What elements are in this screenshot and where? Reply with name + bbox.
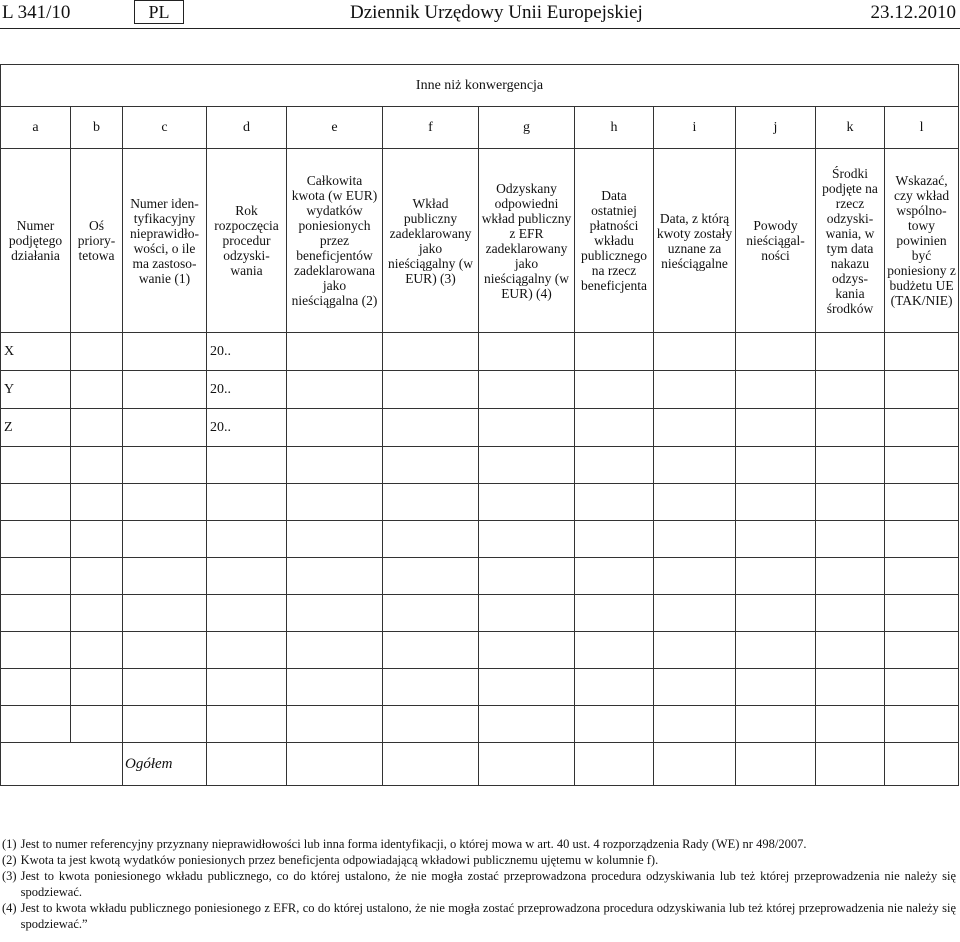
table-cell	[479, 333, 575, 371]
column-letter: h	[575, 107, 654, 149]
table-cell	[885, 371, 959, 409]
recovery-table	[0, 64, 959, 786]
footnote-text: Jest to numer referencyjny przyznany nieprawidłowości lub inna forma identyfikacji, o której mowa w art. 40 ust. 4 rozporządzenia Rady (WE) nr 498/2007.	[20, 837, 807, 851]
table-cell	[575, 333, 654, 371]
table-cell	[885, 333, 959, 371]
page-reference: L 341/10	[2, 2, 71, 23]
table-cell	[287, 371, 383, 409]
footnote-text: Kwota ta jest kwotą wydatków poniesionych przez beneficjenta odpowiadającą wkładowi publicznemu ujętemu w kolumnie f).	[20, 853, 659, 867]
column-letter: k	[816, 107, 885, 149]
table-cell	[287, 409, 383, 447]
column-header: Numer podjętego działania	[1, 149, 71, 333]
journal-title: Dziennik Urzędowy Unii Europejskiej	[350, 2, 643, 23]
footnote	[2, 868, 956, 900]
column-header: Wskazać, czy wkład wspólno-towy powinien być poniesiony z budżetu UE (TAK/NIE)	[885, 149, 959, 333]
table-cell	[71, 333, 123, 371]
column-headers-row	[1, 149, 959, 333]
footnote-text: Jest to kwota poniesionego wkładu publicznego, co do której ustalono, że nie mogła zostać przeprowadzona procedura odzyskiwania lub też której przeprowadzenia nie należy się spodziewać.	[20, 869, 956, 899]
row-label: Z	[1, 409, 71, 447]
column-letters-row	[1, 107, 959, 149]
table-cell	[816, 333, 885, 371]
row-label: Y	[1, 371, 71, 409]
column-header: Całkowita kwota (w EUR) wydatków poniesionych przez beneficjentów zadeklarowana jako nieściągalna (2)	[287, 149, 383, 333]
table-row	[1, 484, 959, 521]
table-cell	[654, 333, 736, 371]
row-label: X	[1, 333, 71, 371]
footnotes	[2, 836, 956, 932]
row-year: 20..	[207, 371, 287, 409]
table-cell	[123, 333, 207, 371]
row-year: 20..	[207, 409, 287, 447]
column-header: Powody nieściągal-ności	[736, 149, 816, 333]
table-cell	[654, 409, 736, 447]
table-cell	[736, 409, 816, 447]
column-header: Data, z którą kwoty zostały uznane za nieściągalne	[654, 149, 736, 333]
table-cell	[71, 409, 123, 447]
table-row	[1, 706, 959, 743]
table-cell	[816, 371, 885, 409]
column-header: Oś priory-tetowa	[71, 149, 123, 333]
column-letter: b	[71, 107, 123, 149]
table-title: Inne niż konwergencja	[1, 65, 959, 107]
column-letter: g	[479, 107, 575, 149]
table-cell	[575, 409, 654, 447]
page-header	[0, 0, 960, 28]
column-header: Rok rozpoczęcia procedur odzyski-wania	[207, 149, 287, 333]
table-cell	[123, 371, 207, 409]
footnote	[2, 900, 956, 932]
column-header: Numer iden-tyfikacyjny nieprawidło-wości, o ile ma zastoso-wanie (1)	[123, 149, 207, 333]
footnote-mark: (3)	[2, 869, 17, 883]
footnote-mark: (1)	[2, 837, 17, 851]
total-row	[1, 743, 959, 786]
table-row	[1, 447, 959, 484]
table-cell	[383, 333, 479, 371]
publication-date: 23.12.2010	[870, 2, 956, 23]
table-row	[1, 521, 959, 558]
footnote	[2, 836, 956, 852]
table-cell	[816, 409, 885, 447]
table-cell	[654, 371, 736, 409]
table-title-row	[1, 65, 959, 107]
column-header: Data ostatniej płatności wkładu publicznego na rzecz beneficjenta	[575, 149, 654, 333]
column-letter: l	[885, 107, 959, 149]
column-letter: a	[1, 107, 71, 149]
row-year: 20..	[207, 333, 287, 371]
table-cell	[479, 409, 575, 447]
column-letter: d	[207, 107, 287, 149]
table-row	[1, 669, 959, 706]
footnote	[2, 852, 956, 868]
table-cell	[736, 371, 816, 409]
header-rule	[0, 28, 960, 29]
table-cell	[71, 371, 123, 409]
table-cell	[885, 409, 959, 447]
column-letter: e	[287, 107, 383, 149]
footnote-mark: (2)	[2, 853, 17, 867]
table-row	[1, 371, 959, 409]
column-letter: i	[654, 107, 736, 149]
column-letter: j	[736, 107, 816, 149]
table-cell	[383, 409, 479, 447]
column-letter: f	[383, 107, 479, 149]
table-cell	[1, 743, 123, 786]
table-row	[1, 333, 959, 371]
table-row	[1, 558, 959, 595]
table-cell	[287, 333, 383, 371]
table-cell	[479, 371, 575, 409]
footnote-mark: (4)	[2, 901, 17, 915]
table-cell	[383, 371, 479, 409]
column-header: Wkład publiczny zadeklarowany jako nieściągalny (w EUR) (3)	[383, 149, 479, 333]
table-cell	[736, 333, 816, 371]
language-box: PL	[134, 0, 184, 24]
table-row	[1, 632, 959, 669]
column-header: Środki podjęte na rzecz odzyski-wania, w tym data nakazu odzys-kania środków	[816, 149, 885, 333]
total-label: Ogółem	[123, 743, 207, 786]
column-header: Odzyskany odpowiedni wkład publiczny z EFR zadeklarowany jako nieściągalny (w EUR) (4)	[479, 149, 575, 333]
table-cell	[123, 409, 207, 447]
footnote-text: Jest to kwota wkładu publicznego poniesionego z EFR, co do której ustalono, że nie mogła zostać przeprowadzona procedura odzyskiwania lub też której przeprowadzenia nie należy się spodziewać.”	[20, 901, 956, 931]
column-letter: c	[123, 107, 207, 149]
table-cell	[575, 371, 654, 409]
table-row	[1, 595, 959, 632]
table-row	[1, 409, 959, 447]
